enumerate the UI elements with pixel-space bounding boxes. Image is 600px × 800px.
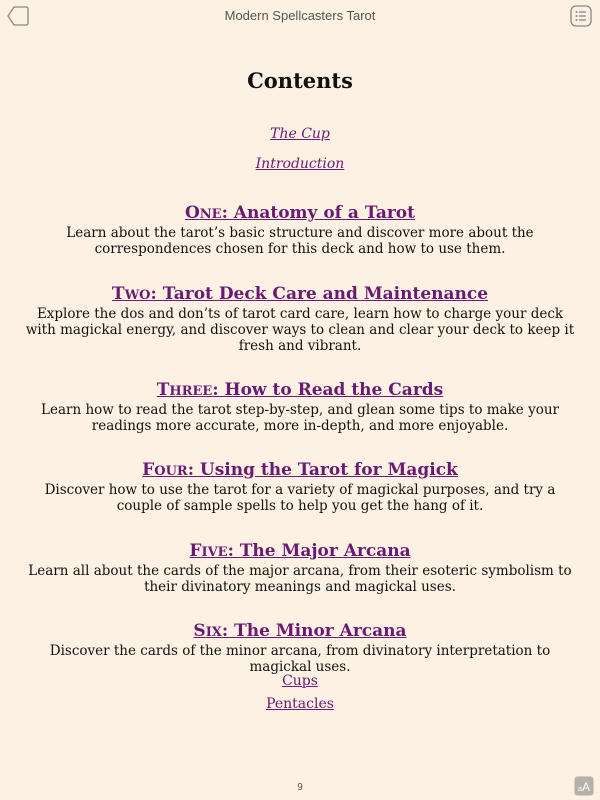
front-link-introduction [0,156,600,172]
chapter-one-link[interactable] [20,203,580,225]
chapter-num-rest: OUR [154,464,188,479]
chapter-five [20,541,580,595]
link-cups[interactable]: Cups [282,673,318,689]
chapter-six-link[interactable] [20,621,580,643]
chapter-three [20,380,580,434]
chapter-num-rest: IX [205,625,222,640]
page-title: Contents [247,68,353,93]
chapter-num-initial: T [156,380,170,400]
chapter-one [20,203,580,257]
chapter-description: Learn how to read the tarot step-by-step, and glean some tips to make your readings more accurate, more in-depth, and more enjoyable. [41,402,559,434]
chapter-num-initial: O [184,203,200,223]
chapter-three-link[interactable] [20,380,580,402]
chapter-num-rest: NE [199,207,222,222]
chapter-description: Learn about the tarot’s basic structure and discover more about the correspondences chosen for this deck and how to use them. [66,225,534,257]
link-introduction[interactable]: Introduction [255,156,345,172]
chapter-num-initial: T [111,284,125,304]
chapter-two [20,284,580,354]
chapter-title-text: : The Minor Arcana [221,621,407,641]
chapter-num-rest: HREE [169,384,213,399]
chapter-num-initial: S [193,621,206,641]
chapter-title-text: : How to Read the Cards [212,380,444,400]
list-icon [570,5,592,27]
chapter-four-link[interactable] [20,460,580,482]
chapter-num-initial: F [142,460,155,480]
chapter-num-initial: F [189,541,202,561]
table-of-contents-button[interactable] [570,5,592,27]
sub-link-cups [0,673,600,689]
chapter-two-link[interactable] [20,284,580,306]
book-title: Modern Spellcasters Tarot [224,8,376,23]
chapter-four [20,460,580,514]
chapter-title-text: : The Major Arcana [227,541,411,561]
page-number: 9 [297,782,303,793]
chapter-title-text: : Using the Tarot for Magick [187,460,458,480]
link-pentacles[interactable]: Pentacles [266,696,334,712]
svg-text:A: A [582,780,591,794]
reader-top-bar [0,0,600,32]
front-link-the-cup [0,126,600,142]
font-settings-button[interactable] [574,776,594,796]
chapter-description: Discover the cards of the minor arcana, from divinatory interpretation to magickal uses. [49,643,551,675]
font-settings-icon [574,776,594,796]
chapter-title-text: : Anatomy of a Tarot [221,203,416,223]
link-the-cup[interactable]: The Cup [270,126,330,142]
chapter-title-text: : Tarot Deck Care and Maintenance [150,284,489,304]
chapter-description: Learn all about the cards of the major arcana, from their esoteric symbolism to their divinatory meanings and magickal uses. [28,563,572,595]
svg-text:a: a [578,786,582,793]
chapter-five-link[interactable] [20,541,580,563]
chapter-six [20,621,580,675]
chapter-description: Discover how to use the tarot for a variety of magickal purposes, and try a couple of sample spells to help you get the hang of it. [44,482,556,514]
chapter-description: Explore the dos and don’ts of tarot card care, learn how to charge your deck with magickal energy, and discover ways to clean and clear your deck to keep it fresh and vibrant. [25,306,575,354]
chapter-num-rest: WO [124,288,151,303]
chapter-num-rest: IVE [201,545,228,560]
sub-link-pentacles [0,696,600,712]
